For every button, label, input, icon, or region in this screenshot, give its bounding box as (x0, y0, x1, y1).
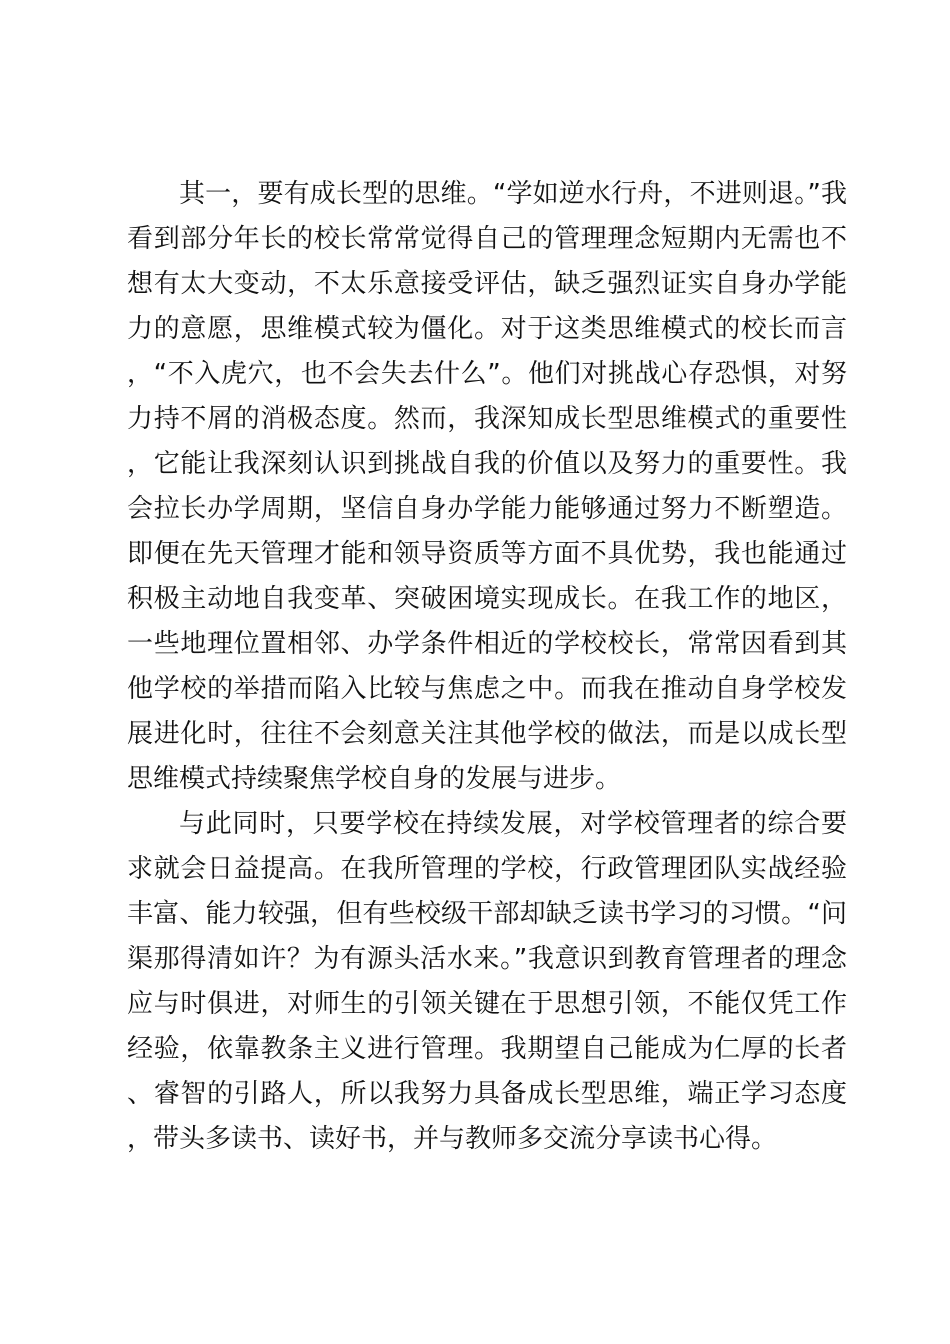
paragraph-growth-mindset: 其一，要有成长型的思维。“学如逆水行舟，不进则退。”我看到部分年长的校长常常觉得自己的管理理念短期内无需也不想有太大变动，不太乐意接受评估，缺乏强烈证实自身办学能力的意愿，思维模式较为僵化。对于这类思维模式的校长而言，“不入虎穴，也不会失去什么”。他们对挑战心存恐惧，对努力持不屑的消极态度。然而，我深知成长型思维模式的重要性，它能让我深刻认识到挑战自我的价值以及努力的重要性。我会拉长办学周期，坚信自身办学能力能够通过努力不断塑造。即便在先天管理才能和领导资质等方面不具优势，我也能通过积极主动地自我变革、突破困境实现成长。在我工作的地区，一些地理位置相邻、办学条件相近的学校校长，常常因看到其他学校的举措而陷入比较与焦虑之中。而我在推动自身学校发展进化时，往往不会刻意关注其他学校的做法，而是以成长型思维模式持续聚焦学校自身的发展与进步。 (127, 179, 847, 794)
body-text (127, 172, 847, 1162)
paragraph-continuous-learning: 与此同时，只要学校在持续发展，对学校管理者的综合要求就会日益提高。在我所管理的学校，行政管理团队实战经验丰富、能力较强，但有些校级干部却缺乏读书学习的习惯。“问渠那得清如许？为有源头活水来。”我意识到教育管理者的理念应与时俱进，对师生的引领关键在于思想引领，不能仅凭工作经验，依靠教条主义进行管理。我期望自己能成为仁厚的长者、睿智的引路人，所以我努力具备成长型思维，端正学习态度，带头多读书、读好书，并与教师多交流分享读书心得。 (127, 809, 847, 1154)
